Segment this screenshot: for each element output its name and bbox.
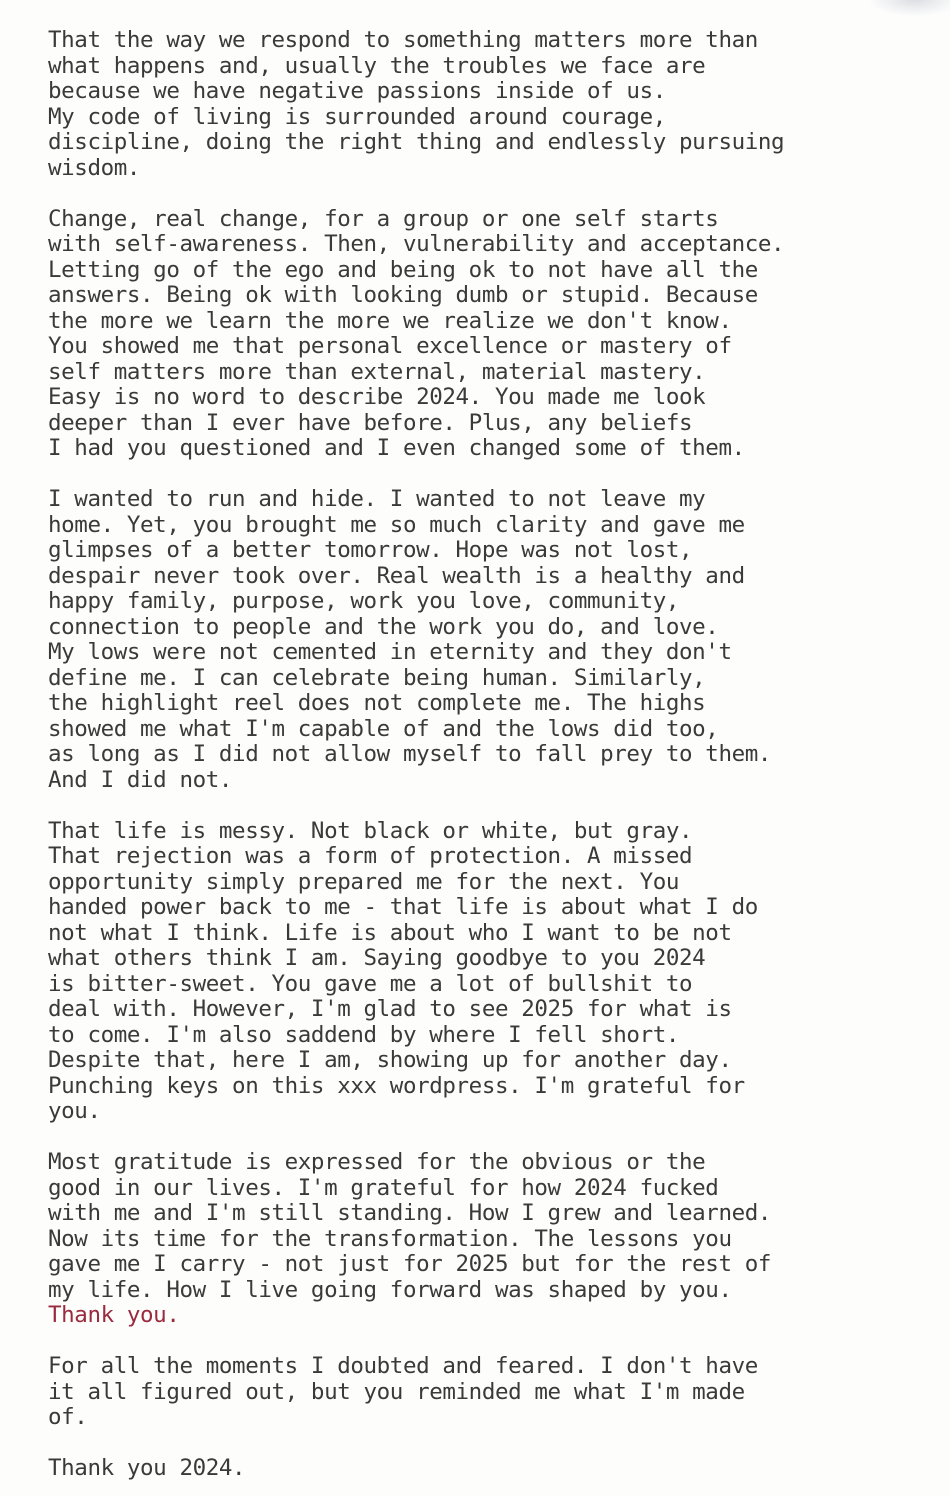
text-line: to come. I'm also saddend by where I fell short. — [48, 1021, 680, 1048]
text-line: Letting go of the ego and being ok to not have all the — [48, 256, 758, 283]
text-line: Now its time for the transformation. The lessons you — [48, 1225, 732, 1252]
text-line: happy family, purpose, work you love, community, — [48, 588, 680, 614]
typewritten-letter — [48, 28, 928, 1507]
text-line: not what I think. Life is about who I want to be not — [48, 919, 732, 946]
text-line: the more we learn the more we realize we don't know. — [48, 307, 732, 334]
text-line: is bitter-sweet. You gave me a lot of bullshit to — [48, 970, 693, 997]
text-line: For all the moments I doubted and feared. I don't have — [48, 1353, 758, 1379]
text-line: good in our lives. I'm grateful for how 2024 fucked — [48, 1174, 719, 1201]
text-line: my life. How I live going forward was shaped by you. — [48, 1276, 732, 1303]
text-line: That life is messy. Not black or white, but gray. — [48, 817, 693, 844]
text-line: as long as I did not allow myself to fall prey to them. — [48, 741, 772, 767]
text-line: Most gratitude is expressed for the obvious or the — [48, 1149, 706, 1175]
corner-smudge — [870, 0, 950, 16]
text-line: deeper than I ever have before. Plus, any beliefs — [48, 409, 693, 436]
text-line: Punching keys on this xxx wordpress. I'm grateful for — [48, 1072, 745, 1099]
text-line: I wanted to run and hide. I wanted to not leave my — [48, 486, 706, 512]
text-line: handed power back to me - that life is about what I do — [48, 894, 758, 920]
text-line: define me. I can celebrate being human. Similarly, — [48, 664, 706, 691]
text-line: home. Yet, you brought me so much clarity and gave me — [48, 511, 745, 538]
paragraph-2 — [48, 207, 928, 462]
paragraph-5 — [48, 1150, 928, 1329]
text-line: wisdom. — [48, 154, 141, 181]
paragraph-6 — [48, 1354, 928, 1431]
text-line: what others think I am. Saying goodbye to you 2024 — [48, 945, 706, 971]
text-line: gave me I carry - not just for 2025 but for the rest of — [48, 1251, 772, 1277]
text-line: with me and I'm still standing. How I grew and learned. — [48, 1200, 772, 1226]
text-line: My code of living is surrounded around courage, — [48, 103, 666, 130]
text-line: you. — [48, 1098, 101, 1124]
text-line: connection to people and the work you do, and love. — [48, 613, 719, 640]
text-line: what happens and, usually the troubles we face are — [48, 52, 706, 79]
text-line: self matters more than external, material mastery. — [48, 358, 706, 385]
text-line: showed me what I'm capable of and the lows did too, — [48, 715, 719, 742]
text-line: Thank you 2024. — [48, 1455, 246, 1481]
text-line: despair never took over. Real wealth is a healthy and — [48, 562, 745, 589]
text-line: Easy is no word to describe 2024. You made me look — [48, 384, 706, 410]
text-line: with self-awareness. Then, vulnerability and acceptance. — [48, 231, 785, 257]
text-line: it all figured out, but you reminded me what I'm made — [48, 1378, 745, 1405]
text-line: discipline, doing the right thing and endlessly pursuing — [48, 129, 785, 155]
text-line: opportunity simply prepared me for the next. You — [48, 868, 680, 895]
paragraph-3 — [48, 487, 928, 793]
text-line: And I did not. — [48, 766, 233, 793]
text-line: That the way we respond to something matters more than — [48, 27, 758, 53]
text-line: because we have negative passions inside of us. — [48, 78, 666, 104]
paragraph-4 — [48, 819, 928, 1125]
text-line: That rejection was a form of protection. A missed — [48, 843, 693, 869]
text-line: of. — [48, 1404, 88, 1430]
paragraph-1 — [48, 28, 928, 181]
thank-you-red-line: Thank you. — [48, 1302, 180, 1328]
text-line: Change, real change, for a group or one self starts — [48, 205, 719, 232]
closing-line — [48, 1456, 928, 1482]
text-line: You showed me that personal excellence or mastery of — [48, 333, 732, 359]
text-line: Despite that, here I am, showing up for another day. — [48, 1047, 732, 1073]
text-line: glimpses of a better tomorrow. Hope was not lost, — [48, 537, 693, 563]
text-line: deal with. However, I'm glad to see 2025 for what is — [48, 996, 732, 1022]
text-line: the highlight reel does not complete me. The highs — [48, 690, 706, 716]
text-line: I had you questioned and I even changed some of them. — [48, 435, 745, 461]
text-line: answers. Being ok with looking dumb or stupid. Because — [48, 282, 758, 308]
text-line: My lows were not cemented in eternity and they don't — [48, 639, 732, 665]
